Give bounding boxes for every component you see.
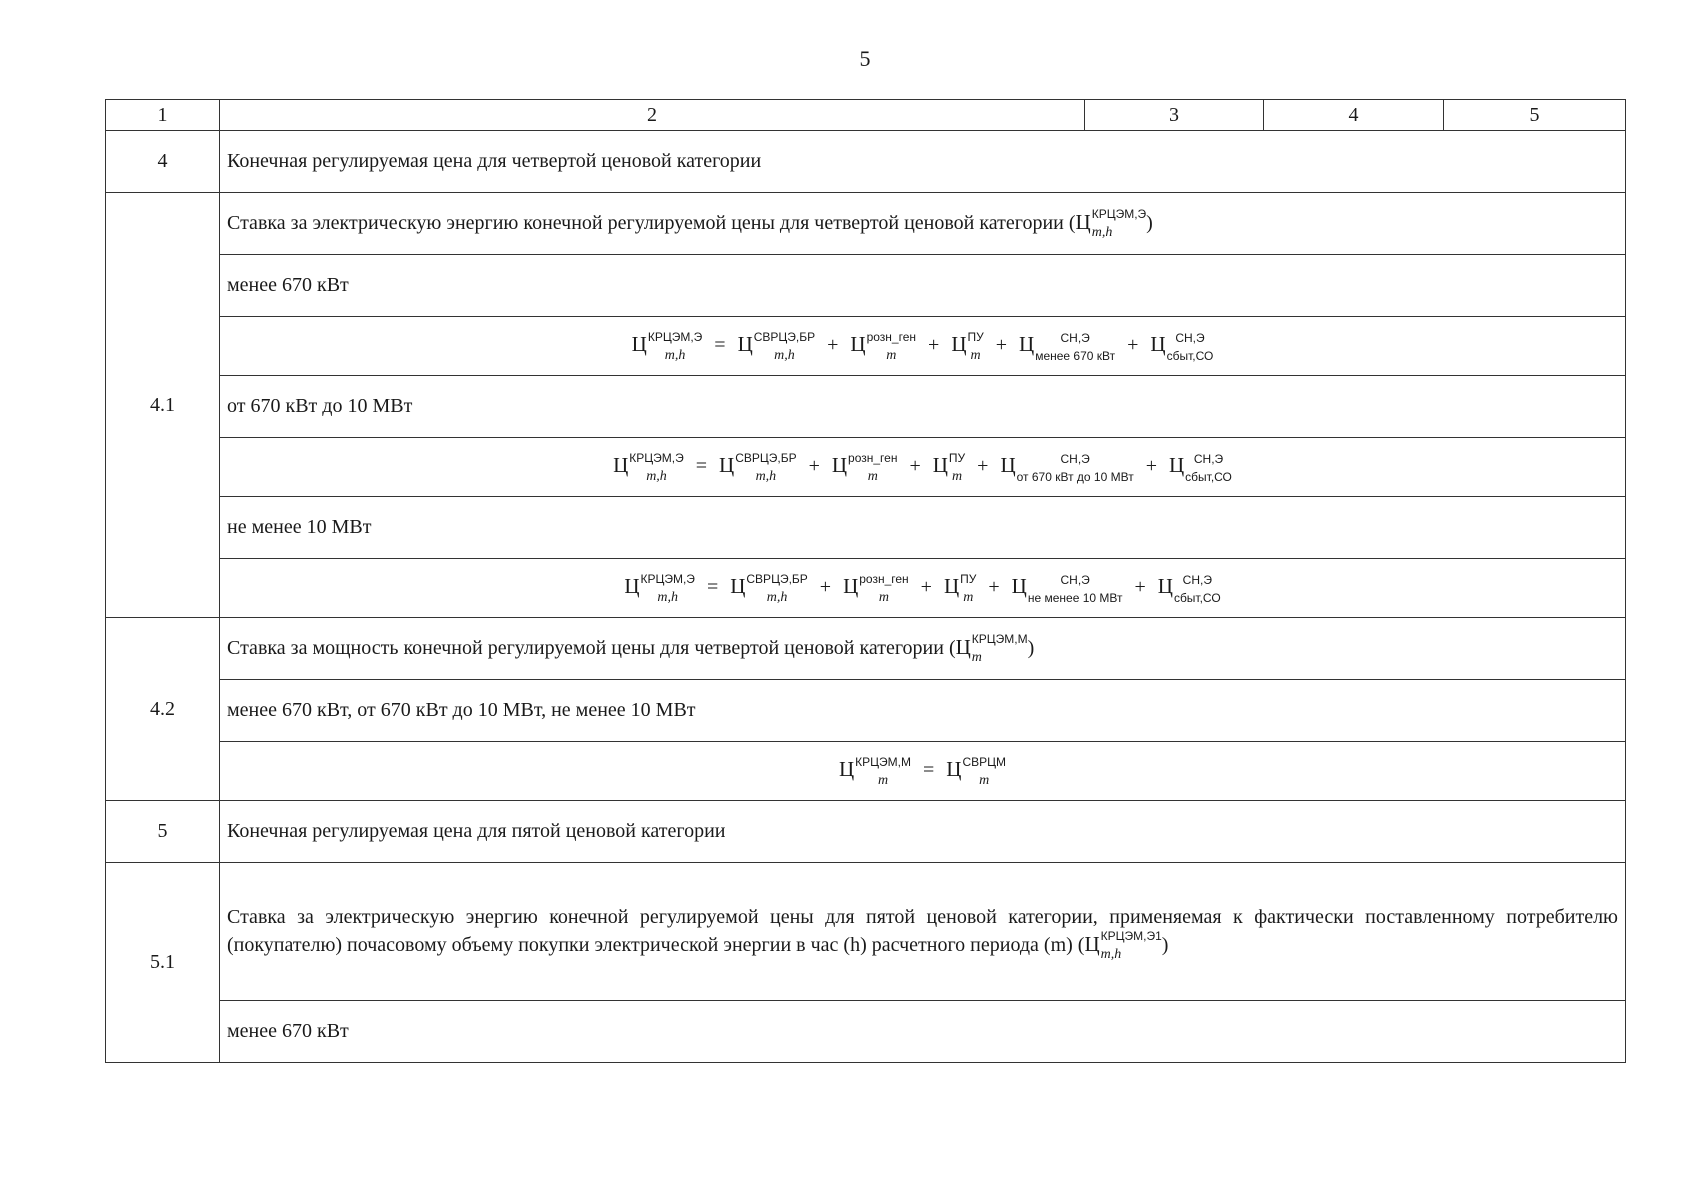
row-text: Конечная регулируемая цена для четвертой ценовой категории — [220, 131, 1626, 193]
row-4-1-sub-1 — [106, 255, 1626, 317]
row-number: 4 — [106, 131, 220, 193]
symbol-krcem-m: Ц КРЦЭМ,М m — [955, 632, 1028, 666]
header-col-5: 5 — [1444, 100, 1626, 131]
row-text: менее 670 кВт — [220, 255, 1626, 317]
header-col-2: 2 — [220, 100, 1085, 131]
row-title: Ставка за электрическую энергию конечной регулируемой цены для четвертой ценовой категории ( — [227, 211, 1076, 234]
row-text: Ставка за электрическую энергию конечной регулируемой цены для четвертой ценовой категории (Ц КРЦЭМ,Э m,h ) — [220, 193, 1626, 255]
row-text: не менее 10 МВт — [220, 497, 1626, 559]
row-4-2-title — [106, 618, 1626, 680]
formula: Ц КРЦЭМ,М m = Ц СВРЦМ m — [220, 742, 1626, 801]
row-4-1-sub-2 — [106, 376, 1626, 438]
row-number: 4.2 — [106, 618, 220, 801]
header-col-4: 4 — [1264, 100, 1444, 131]
row-4-1-sub-3 — [106, 497, 1626, 559]
row-title: Ставка за мощность конечной регулируемой цены для четвертой ценовой категории ( — [227, 636, 956, 659]
row-5 — [106, 801, 1626, 863]
row-text: Ставка за электрическую энергию конечной регулируемой цены для пятой ценовой категории, применяемая к фактически поставленному потребителю (покупателю) почасовому объему покупки электрической энергии в час (h) расчетного периода (m) (Ц КРЦЭМ,Э1 m,h ) — [220, 863, 1626, 1001]
row-title: Ставка за электрическую энергию конечной регулируемой цены для пятой ценовой категории, применяемая к фактически поставленному потребителю (покупателю) почасовому объему покупки электрической энергии в час (h) расчетного периода (m) ( — [227, 905, 1618, 956]
header-col-1: 1 — [106, 100, 220, 131]
row-4-1-formula-3 — [106, 559, 1626, 618]
row-text: Конечная регулируемая цена для пятой ценовой категории — [220, 801, 1626, 863]
page-number: 5 — [859, 46, 871, 71]
row-text: менее 670 кВт, от 670 кВт до 10 МВт, не менее 10 МВт — [220, 680, 1626, 742]
price-table — [105, 99, 1626, 1063]
row-4-1-title — [106, 193, 1626, 255]
row-text: Ставка за мощность конечной регулируемой цены для четвертой ценовой категории (Ц КРЦЭМ,М m ) — [220, 618, 1626, 680]
row-4-1-formula-2 — [106, 438, 1626, 497]
row-5-1-sub-1 — [106, 1001, 1626, 1063]
row-number: 4.1 — [106, 193, 220, 618]
header-col-3: 3 — [1085, 100, 1264, 131]
row-4-2-sub-1 — [106, 680, 1626, 742]
row-number: 5 — [106, 801, 220, 863]
formula: Ц КРЦЭМ,Э m,h = Ц СВРЦЭ,БР m,h + Ц розн_ген m + Ц ПУ m + Ц СН,Э от 670 кВт до 10 МВт + Ц СН,Э сбыт,СО — [220, 438, 1626, 497]
formula: Ц КРЦЭМ,Э m,h = Ц СВРЦЭ,БР m,h + Ц розн_ген m + Ц ПУ m + Ц СН,Э менее 670 кВт + Ц СН,Э сбыт,СО — [220, 317, 1626, 376]
row-5-1-title — [106, 863, 1626, 1001]
header-row — [106, 100, 1626, 131]
symbol-krcem-e: Ц КРЦЭМ,Э m,h — [1075, 207, 1147, 241]
symbol-krcem-e1: Ц КРЦЭМ,Э1 m,h — [1084, 929, 1162, 963]
formula: Ц КРЦЭМ,Э m,h = Ц СВРЦЭ,БР m,h + Ц розн_ген m + Ц ПУ m + Ц СН,Э не менее 10 МВт + Ц СН,Э сбыт,СО — [220, 559, 1626, 618]
row-4-1-formula-1 — [106, 317, 1626, 376]
row-4 — [106, 131, 1626, 193]
row-text: от 670 кВт до 10 МВт — [220, 376, 1626, 438]
row-number: 5.1 — [106, 863, 220, 1063]
row-text: менее 670 кВт — [220, 1001, 1626, 1063]
row-4-2-formula — [106, 742, 1626, 801]
